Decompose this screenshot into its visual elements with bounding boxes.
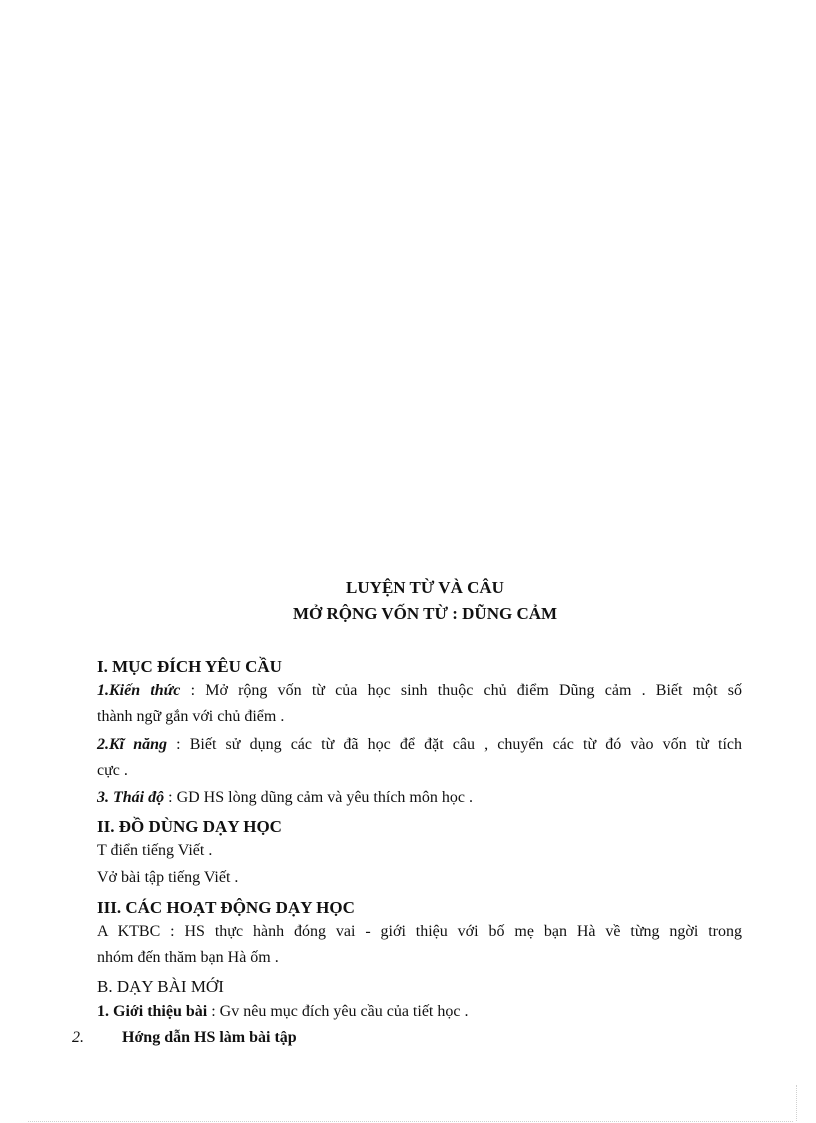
intro-label: 1. Giới thiệu bài — [97, 1003, 208, 1020]
objectives-heading: I. MỤC ĐÍCH YÊU CẦU — [97, 657, 282, 676]
list-number-2: 2. — [72, 1029, 84, 1046]
intro-text: : Gv nêu mục đích yêu cầu của tiết học . — [207, 1003, 469, 1020]
intro-line — [97, 999, 468, 1025]
materials-heading: II. ĐỒ DÙNG DẠY HỌC — [97, 817, 282, 836]
attitude-line — [97, 785, 473, 811]
knowledge-text-cont: thành ngữ gắn với chủ điểm . — [97, 708, 285, 725]
lesson-title: LUYỆN TỪ VÀ CÂU — [346, 578, 504, 597]
page-bottom-border — [28, 1121, 793, 1122]
new-lesson-heading: B. DẠY BÀI MỚI — [97, 977, 224, 996]
attitude-label: 3. Thái độ — [97, 789, 165, 806]
skill-line — [97, 732, 742, 758]
ktbc-line: A KTBC : HS thực hành đóng vai - giới thiệu với bố mẹ bạn Hà về từng ngời trong — [97, 923, 742, 940]
knowledge-label: 1.Kiến thức — [97, 682, 181, 699]
skill-label: 2.Kĩ năng — [97, 736, 168, 753]
materials-item-workbook: Vở bài tập tiếng Viết . — [97, 869, 239, 886]
skill-text: : Biết sử dụng các từ đã học để đặt câu , chuyển các từ đó vào vốn từ tích — [167, 736, 742, 753]
lesson-subtitle: MỞ RỘNG VỐN TỪ : DŨNG CẢM — [292, 604, 558, 623]
activities-heading: III. CÁC HOẠT ĐỘNG DẠY HỌC — [97, 898, 355, 917]
ktbc-line-cont: nhóm đến thăm bạn Hà ốm . — [97, 949, 279, 966]
guide-heading: Hớng dẫn HS làm bài tập — [122, 1029, 297, 1046]
page-right-border — [796, 1085, 797, 1121]
materials-item-dictionary: T điển tiếng Viết . — [97, 842, 213, 859]
skill-text-cont: cực . — [97, 762, 128, 779]
knowledge-text: : Mở rộng vốn từ của học sinh thuộc chủ điểm Dũng cảm . Biết một số — [180, 682, 742, 699]
knowledge-line — [97, 678, 742, 704]
attitude-text: : GD HS lòng dũng cảm và yêu thích môn học . — [164, 789, 473, 806]
